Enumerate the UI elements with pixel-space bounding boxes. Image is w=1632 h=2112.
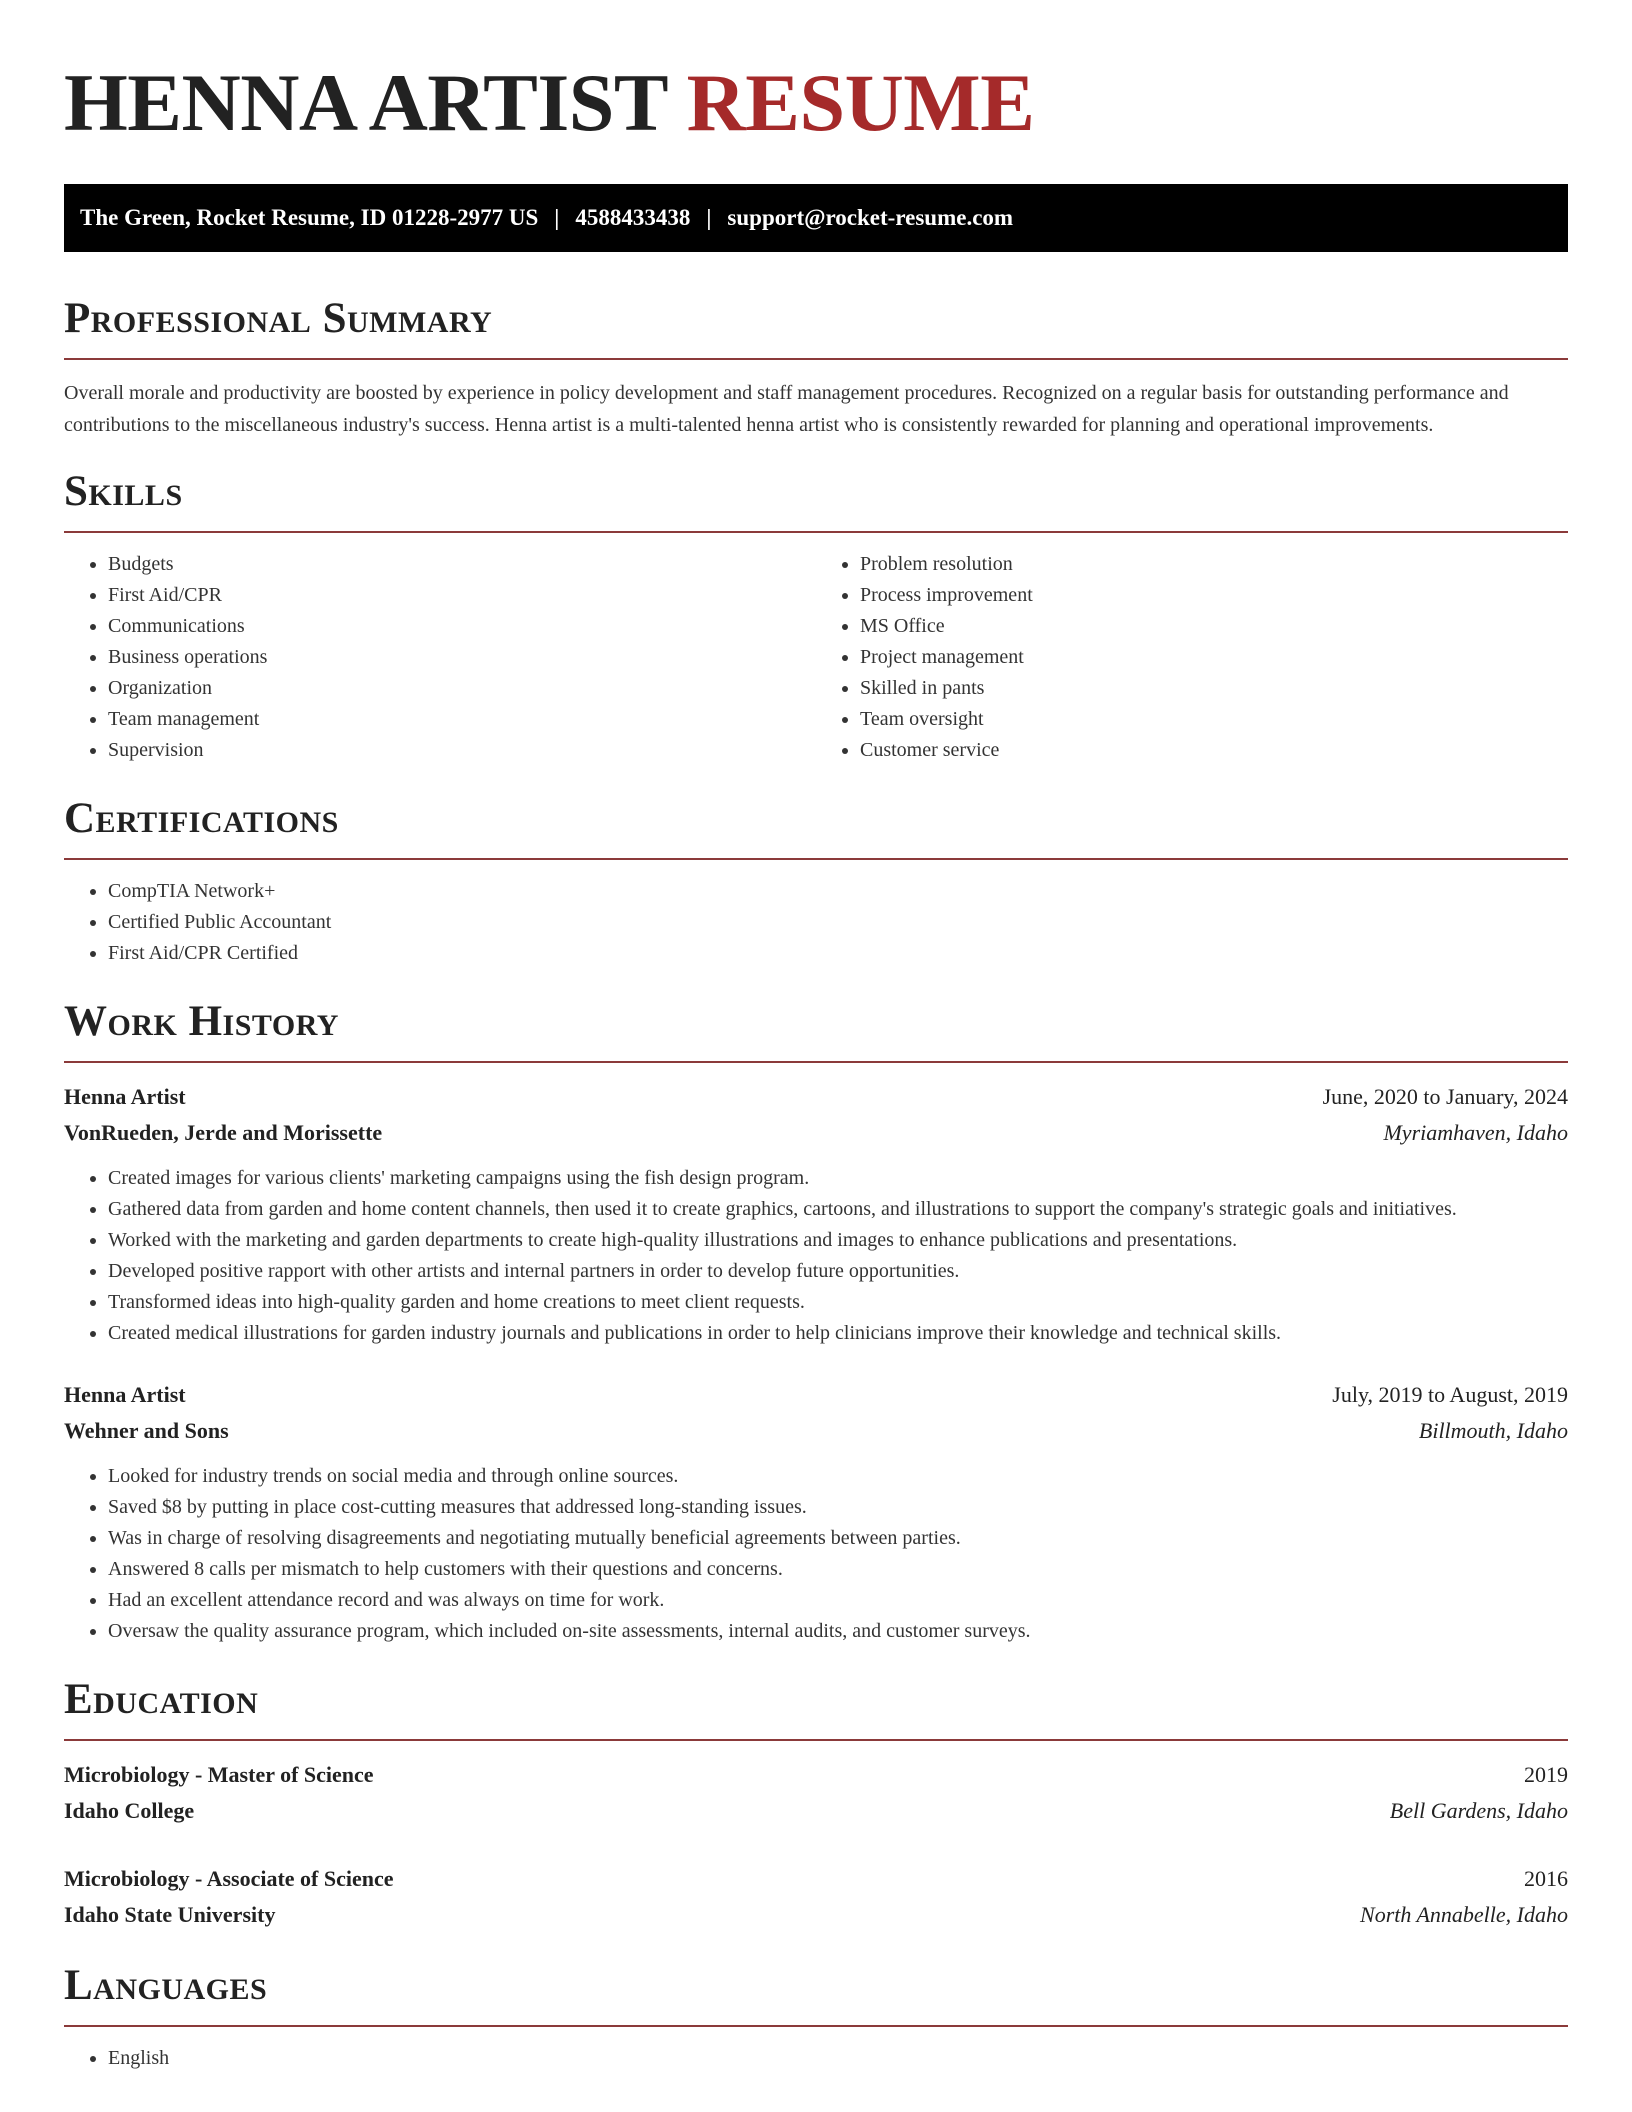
contact-phone: 4588433438: [575, 205, 691, 230]
skill-item: • Budgets: [108, 549, 816, 580]
job-header-row: [64, 1079, 1568, 1115]
title-main: HENNA ARTIST: [64, 57, 667, 148]
skill-item: • Organization: [108, 673, 816, 704]
section-divider: [64, 2025, 1568, 2027]
job-bullet: • Developed positive rapport with other artists and internal partners in order to develop future opportunities.: [108, 1256, 1568, 1287]
skill-item: • First Aid/CPR: [108, 580, 816, 611]
skill-item: • Team management: [108, 704, 816, 735]
job-entry: [64, 1377, 1568, 1647]
skill-item: • Problem resolution: [860, 549, 1568, 580]
section-divider: [64, 1061, 1568, 1063]
education-degree: Microbiology - Master of Science: [64, 1762, 374, 1787]
education-entry: [64, 1757, 1568, 1829]
education-school-row: [64, 1897, 1568, 1933]
contact-address: The Green, Rocket Resume, ID 01228-2977 US: [80, 205, 539, 230]
resume-title: [64, 0, 1568, 148]
section-heading-education: Education: [64, 1676, 259, 1723]
section-heading-skills: Skills: [64, 468, 183, 515]
education-degree: Microbiology - Associate of Science: [64, 1866, 394, 1891]
skill-item: • MS Office: [860, 611, 1568, 642]
skill-item: • Supervision: [108, 735, 816, 766]
education-section: [64, 1675, 1568, 1933]
education-school: Idaho College: [64, 1798, 195, 1823]
certifications-list: [64, 876, 1568, 969]
certification-item: • Certified Public Accountant: [108, 907, 1568, 938]
skill-item: • Team oversight: [860, 704, 1568, 735]
job-bullet: • Created images for various clients' marketing campaigns using the fish design program.: [108, 1163, 1568, 1194]
job-location: Billmouth, Idaho: [1418, 1418, 1568, 1443]
job-dates: June, 2020 to January, 2024: [1322, 1084, 1568, 1109]
job-bullet: • Answered 8 calls per mismatch to help customers with their questions and concerns.: [108, 1554, 1568, 1585]
skill-item: • Communications: [108, 611, 816, 642]
certification-item: • CompTIA Network+: [108, 876, 1568, 907]
job-header-row: [64, 1377, 1568, 1413]
education-year: 2019: [1524, 1762, 1568, 1787]
job-bullet: • Saved $8 by putting in place cost-cutting measures that addressed long-standing issues.: [108, 1492, 1568, 1523]
job-location: Myriamhaven, Idaho: [1383, 1120, 1568, 1145]
skill-item: • Business operations: [108, 642, 816, 673]
skill-item: • Customer service: [860, 735, 1568, 766]
work-history-section: [64, 997, 1568, 1647]
section-heading-certifications: Certifications: [64, 795, 339, 842]
job-company-row: [64, 1115, 1568, 1151]
job-bullet: • Had an excellent attendance record and was always on time for work.: [108, 1585, 1568, 1616]
job-bullet: • Created medical illustrations for garden industry journals and publications in order to help clinicians improve their knowledge and technical skills.: [108, 1318, 1568, 1349]
job-title: Henna Artist: [64, 1382, 186, 1407]
contact-bar: [64, 184, 1568, 252]
section-divider: [64, 358, 1568, 360]
job-company: VonRueden, Jerde and Morissette: [64, 1120, 383, 1145]
section-divider: [64, 531, 1568, 533]
job-dates: July, 2019 to August, 2019: [1332, 1382, 1568, 1407]
skill-item: • Process improvement: [860, 580, 1568, 611]
job-bullets: [64, 1461, 1568, 1647]
job-bullet: • Transformed ideas into high-quality garden and home creations to meet client requests.: [108, 1287, 1568, 1318]
section-divider: [64, 858, 1568, 860]
section-divider: [64, 1739, 1568, 1741]
contact-email[interactable]: support@rocket-resume.com: [727, 205, 1014, 230]
education-degree-row: [64, 1757, 1568, 1793]
education-degree-row: [64, 1861, 1568, 1897]
skills-columns: [64, 549, 1568, 766]
languages-section: [64, 1961, 1568, 2074]
section-heading-work-history: Work History: [64, 998, 339, 1045]
summary-section: [64, 294, 1568, 441]
job-title: Henna Artist: [64, 1084, 186, 1109]
education-entry: [64, 1861, 1568, 1933]
contact-separator: |: [706, 205, 712, 230]
certifications-section: [64, 794, 1568, 969]
section-heading-summary: Professional Summary: [64, 295, 493, 342]
skills-list-right: [816, 549, 1568, 766]
section-heading-languages: Languages: [64, 1962, 268, 2009]
job-bullet: • Was in charge of resolving disagreements and negotiating mutually beneficial agreements between parties.: [108, 1523, 1568, 1554]
education-location: Bell Gardens, Idaho: [1389, 1798, 1568, 1823]
summary-text: Overall morale and productivity are boosted by experience in policy development and staff management procedures. Recognized on a regular basis for outstanding performance and contributions to the miscellaneous industry's success. Henna artist is a multi-talented henna artist who is consistently rewarded for planning and operational improvements.: [64, 382, 1509, 436]
job-bullet: • Gathered data from garden and home content channels, then used it to create graphics, cartoons, and illustrations to support the company's strategic goals and initiatives.: [108, 1194, 1568, 1225]
education-year: 2016: [1524, 1866, 1568, 1891]
languages-list: [64, 2043, 1568, 2074]
job-bullets: [64, 1163, 1568, 1349]
skill-item: • Skilled in pants: [860, 673, 1568, 704]
language-item: • English: [108, 2043, 1568, 2074]
skills-list-left: [64, 549, 816, 766]
title-accent: RESUME: [686, 57, 1035, 148]
job-bullet: • Worked with the marketing and garden departments to create high-quality illustrations and images to enhance publications and presentations.: [108, 1225, 1568, 1256]
contact-separator: |: [554, 205, 560, 230]
education-location: North Annabelle, Idaho: [1360, 1902, 1568, 1927]
job-bullet: • Looked for industry trends on social media and through online sources.: [108, 1461, 1568, 1492]
job-company: Wehner and Sons: [64, 1418, 229, 1443]
job-company-row: [64, 1413, 1568, 1449]
education-school: Idaho State University: [64, 1902, 276, 1927]
education-school-row: [64, 1793, 1568, 1829]
job-bullet: • Oversaw the quality assurance program, which included on-site assessments, internal audits, and customer surveys.: [108, 1616, 1568, 1647]
skill-item: • Project management: [860, 642, 1568, 673]
skills-section: [64, 467, 1568, 766]
certification-item: • First Aid/CPR Certified: [108, 938, 1568, 969]
job-entry: [64, 1079, 1568, 1349]
